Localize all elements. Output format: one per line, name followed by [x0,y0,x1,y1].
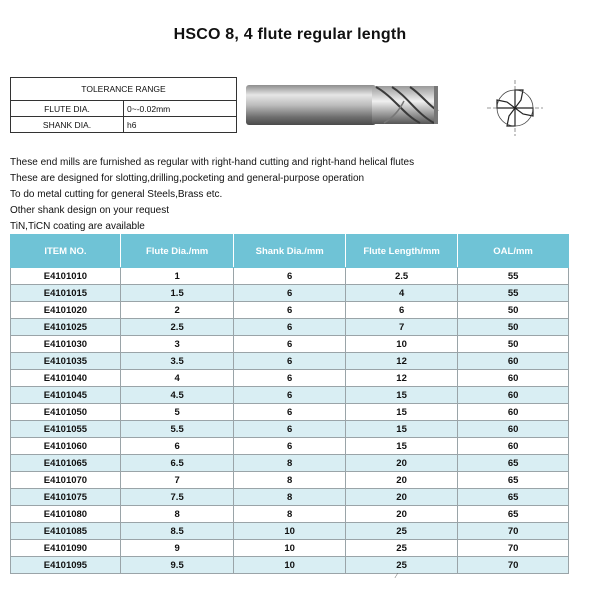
table-cell: 6 [234,404,346,421]
table-row [11,523,569,540]
table-cell: 15 [345,421,457,438]
column-header: Flute Dia./mm [120,235,234,268]
table-row [11,302,569,319]
table-cell: 60 [458,404,569,421]
table-cell: 60 [458,387,569,404]
table-cell: 6 [234,438,346,455]
table-row [11,285,569,302]
page-title: HSCO 8, 4 flute regular length [173,26,407,43]
table-cell: E4101040 [11,370,121,387]
table-row [11,268,569,285]
table-row [11,319,569,336]
table-cell: 10 [234,523,346,540]
table-cell: 12 [345,353,457,370]
column-header: ITEM NO. [11,235,121,268]
table-cell: 15 [345,438,457,455]
table-cell: 20 [345,489,457,506]
table-row [11,370,569,387]
table-cell: 6 [234,336,346,353]
table-cell: 6 [234,387,346,404]
table-cell: 15 [345,387,457,404]
table-row [11,438,569,455]
cross-section-icon [485,78,545,138]
table-cell: 65 [458,506,569,523]
table-cell: 6 [234,370,346,387]
table-cell: E4101095 [11,557,121,574]
table-row [11,455,569,472]
table-cell: 55 [458,285,569,302]
table-cell: E4101090 [11,540,121,557]
table-cell: 20 [345,472,457,489]
tolerance-row [11,101,237,117]
tolerance-header: TOLERANCE RANGE [11,78,237,101]
table-cell: 50 [458,336,569,353]
table-row [11,506,569,523]
description-line: Other shank design on your request [10,205,169,216]
table-cell: 2.5 [120,319,234,336]
table-cell: E4101070 [11,472,121,489]
description [10,155,414,235]
table-cell: 8 [234,455,346,472]
tolerance-label: SHANK DIA. [11,117,124,133]
table-cell: 65 [458,489,569,506]
table-row [11,336,569,353]
table-row [11,387,569,404]
table-cell: 8 [234,472,346,489]
table-row [11,353,569,370]
table-cell: E4101060 [11,438,121,455]
table-cell: E4101050 [11,404,121,421]
table-cell: 70 [458,557,569,574]
table-cell: 65 [458,455,569,472]
table-cell: 6 [234,421,346,438]
column-header: OAL/mm [458,235,569,268]
table-cell: 7 [120,472,234,489]
description-line: These are designed for slotting,drilling,pocketing and general-purpose operation [10,173,365,184]
table-cell: 4 [120,370,234,387]
table-cell: 3 [120,336,234,353]
table-cell: E4101015 [11,285,121,302]
table-cell: E4101075 [11,489,121,506]
table-cell: 4.5 [120,387,234,404]
table-cell: 50 [458,319,569,336]
table-cell: 8 [120,506,234,523]
tolerance-value: 0~-0.02mm [124,101,237,117]
table-cell: 9 [120,540,234,557]
table-row [11,557,569,574]
table-cell: 50 [458,302,569,319]
table-cell: E4101055 [11,421,121,438]
column-header: Flute Length/mm [345,235,457,268]
table-cell: 7.5 [120,489,234,506]
table-cell: 6 [234,268,346,285]
table-cell: 20 [345,506,457,523]
tolerance-label: FLUTE DIA. [11,101,124,117]
table-cell: 25 [345,523,457,540]
table-cell: 60 [458,370,569,387]
table-cell: 4 [345,285,457,302]
table-cell: 6.5 [120,455,234,472]
table-row [11,472,569,489]
table-cell: 6 [234,353,346,370]
table-cell: 60 [458,438,569,455]
table-cell: 5 [120,404,234,421]
table-cell: 70 [458,540,569,557]
table-cell: 6 [120,438,234,455]
table-cell: 8 [234,489,346,506]
table-cell: 1 [120,268,234,285]
table-cell: 60 [458,353,569,370]
table-row [11,540,569,557]
table-row [11,404,569,421]
table-cell: 3.5 [120,353,234,370]
table-header-row [11,235,569,268]
tolerance-row [11,117,237,133]
column-header: Shank Dia./mm [234,235,346,268]
table-row [11,421,569,438]
table-row [11,489,569,506]
table-cell: 8 [234,506,346,523]
table-cell: 10 [345,336,457,353]
table-cell: 8.5 [120,523,234,540]
spec-table [10,234,569,574]
table-cell: 5.5 [120,421,234,438]
tolerance-table [10,77,237,133]
table-cell: 6 [234,302,346,319]
table-cell: E4101065 [11,455,121,472]
description-line: TiN,TiCN coating are available [10,221,145,232]
table-cell: 10 [234,557,346,574]
table-cell: 70 [458,523,569,540]
table-cell: 1.5 [120,285,234,302]
description-line: To do metal cutting for general Steels,Brass etc. [10,189,223,200]
table-cell: E4101045 [11,387,121,404]
table-cell: E4101025 [11,319,121,336]
table-cell: 65 [458,472,569,489]
table-cell: E4101030 [11,336,121,353]
table-cell: 60 [458,421,569,438]
table-cell: 25 [345,540,457,557]
tolerance-value: h6 [124,117,237,133]
table-cell: 6 [234,319,346,336]
description-line: These end mills are furnished as regular with right-hand cutting and right-hand helical flutes [10,157,415,168]
table-cell: 25 [345,557,457,574]
table-cell: E4101080 [11,506,121,523]
table-cell: 55 [458,268,569,285]
table-cell: E4101085 [11,523,121,540]
table-cell: E4101035 [11,353,121,370]
table-cell: 9.5 [120,557,234,574]
decorative-mark: ⁄ [396,573,398,580]
table-cell: 20 [345,455,457,472]
table-cell: 15 [345,404,457,421]
table-cell: 7 [345,319,457,336]
table-cell: E4101020 [11,302,121,319]
table-cell: 10 [234,540,346,557]
table-cell: E4101010 [11,268,121,285]
table-cell: 2.5 [345,268,457,285]
table-cell: 6 [345,302,457,319]
table-cell: 2 [120,302,234,319]
table-cell: 6 [234,285,346,302]
table-cell: 12 [345,370,457,387]
end-mill-image [244,79,444,133]
